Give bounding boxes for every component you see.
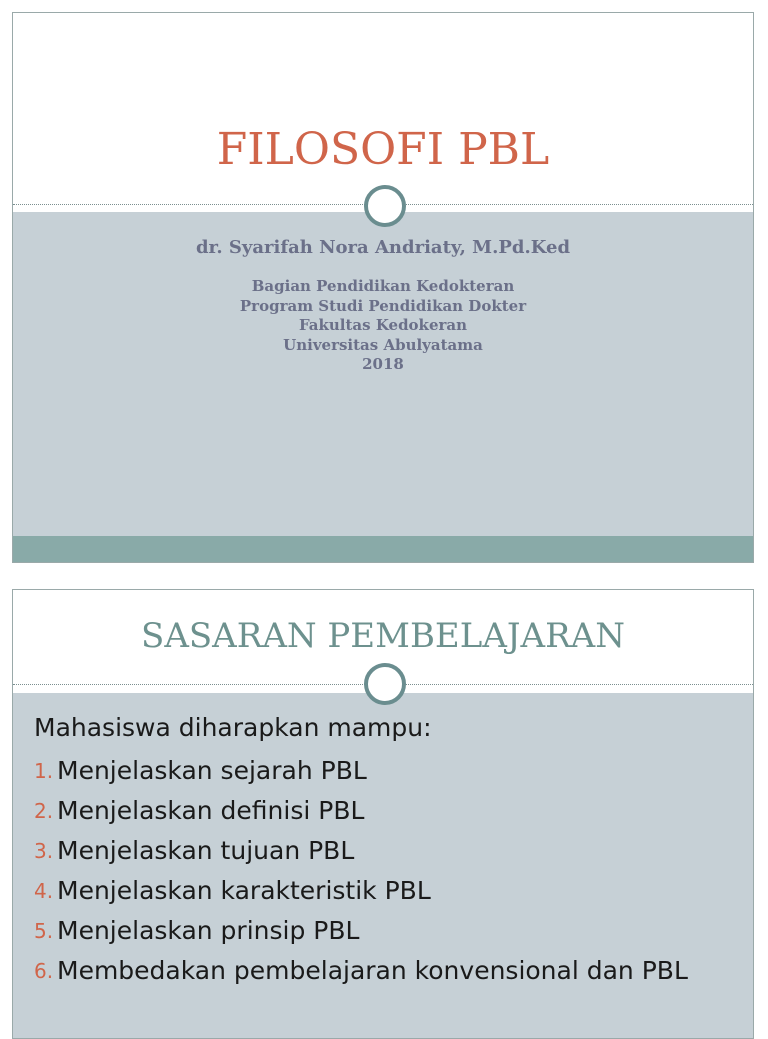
list-number: 5. [34, 919, 54, 943]
list-text: Menjelaskan sejarah PBL [57, 756, 367, 785]
affiliation-year: 2018 [362, 355, 404, 373]
affiliation-line: Bagian Pendidikan Kedokteran [251, 277, 515, 295]
slide-title [12, 12, 754, 563]
footer-bar [13, 536, 753, 562]
list-item [34, 954, 733, 988]
subtitle-block [13, 235, 753, 375]
list-item [34, 874, 733, 908]
affiliation-line: Universitas Abulyatama [283, 335, 483, 354]
intro-text: Mahasiswa diharapkan mampu: [34, 713, 432, 742]
affiliation-line: Program Studi Pendidikan Dokter [239, 296, 527, 315]
list-item [34, 794, 733, 828]
list-number: 3. [34, 839, 54, 863]
list-text: Menjelaskan prinsip PBL [57, 916, 360, 945]
list-item [34, 754, 733, 788]
list-text: Menjelaskan definisi PBL [57, 796, 365, 825]
slide-objectives [12, 589, 754, 1039]
objectives-list [34, 754, 733, 988]
slide-title-text: FILOSOFI PBL [216, 124, 550, 175]
circle-ornament-icon [364, 185, 406, 227]
list-item [34, 914, 733, 948]
affiliation-line: Fakultas Kedokeran [298, 316, 468, 334]
circle-ornament-icon [364, 663, 406, 705]
list-item [34, 834, 733, 868]
list-number: 2. [34, 799, 54, 823]
objectives-content [34, 708, 733, 988]
list-text: Membedakan pembelajaran konvensional dan PBL [57, 956, 688, 985]
title-area [13, 13, 753, 206]
slide-title-text: SASARAN PEMBELAJARAN [141, 616, 625, 656]
list-text: Menjelaskan karakteristik PBL [57, 876, 431, 905]
author-name: dr. Syarifah Nora Andriaty, M.Pd.Ked [195, 237, 571, 258]
list-number: 4. [34, 879, 54, 903]
list-text: Menjelaskan tujuan PBL [57, 836, 355, 865]
list-number: 6. [34, 959, 54, 983]
list-number: 1. [34, 759, 54, 783]
